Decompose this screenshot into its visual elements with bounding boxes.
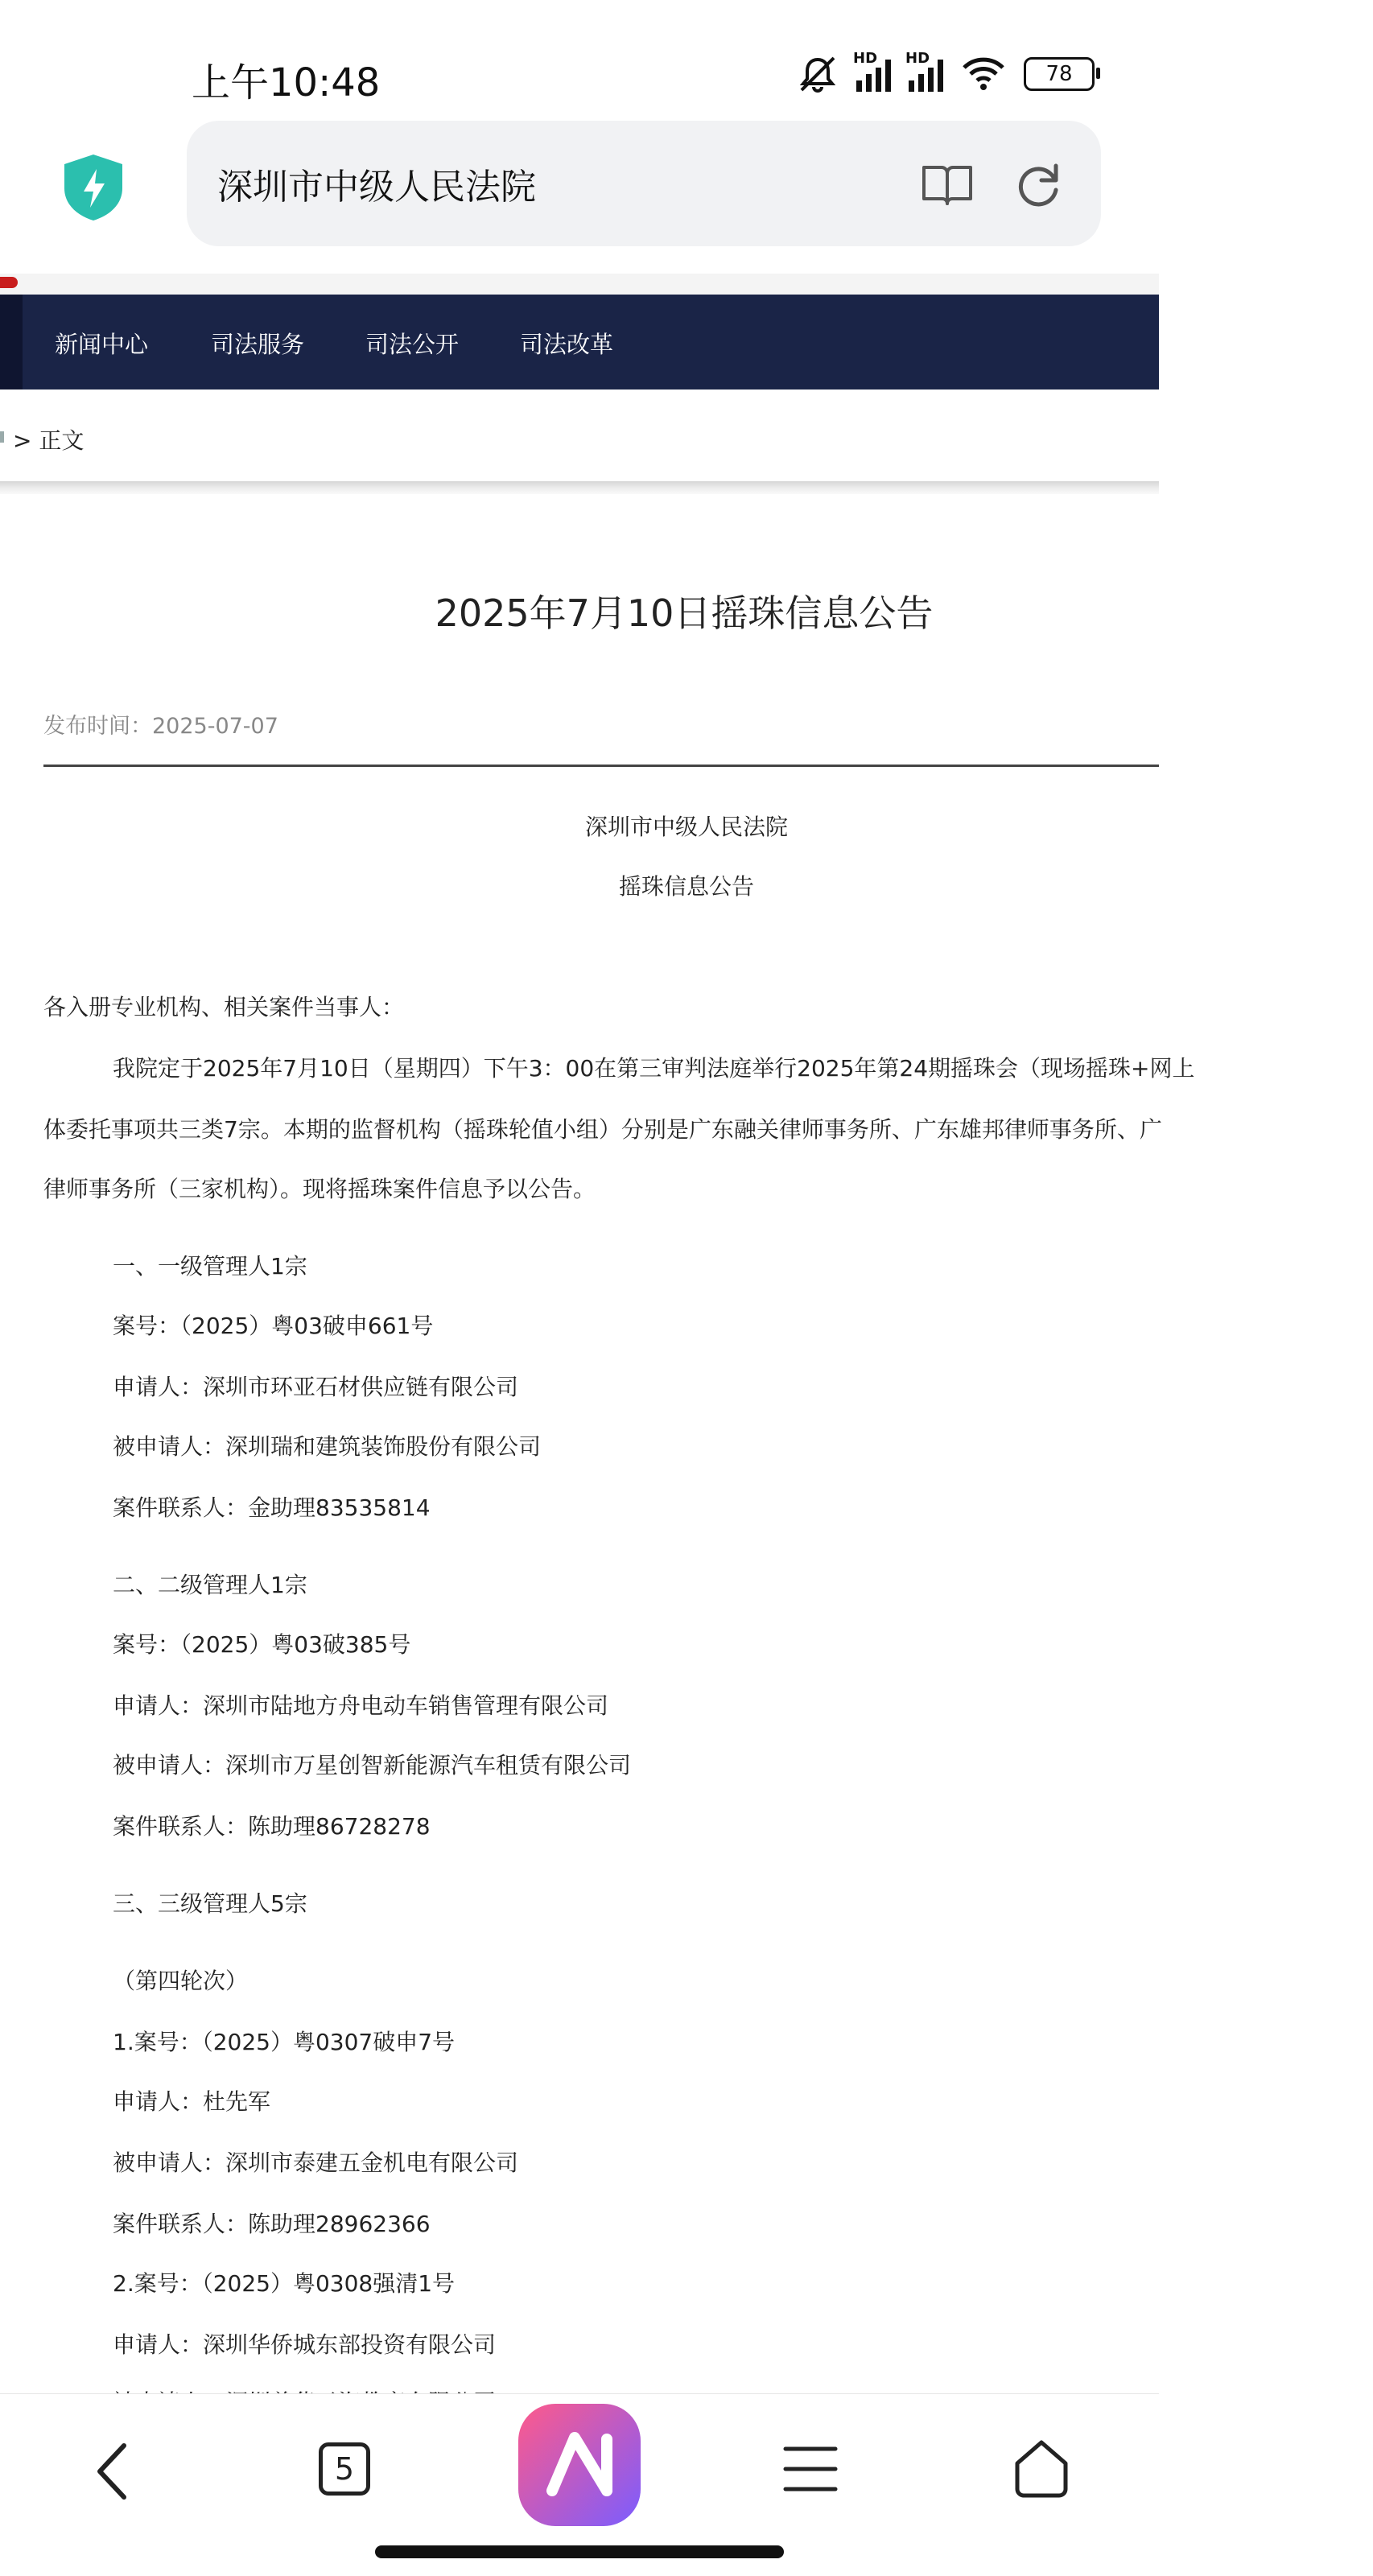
browser-toolbar <box>0 121 1159 274</box>
title-divider <box>43 765 1159 767</box>
case-line: 2.案号：（2025）粤0308强清1号 <box>113 2270 456 2297</box>
case-line: 案件联系人：陈助理86728278 <box>113 1813 431 1840</box>
case-line: 被申请人：深圳瑞和建筑装饰股份有限公司 <box>113 1433 542 1460</box>
case-line: 被申请人：深圳市万星创智新能源汽车租赁有限公司 <box>113 1752 632 1778</box>
intro-line: 体委托事项共三类7宗。本期的监督机构（摇珠轮值小组）分别是广东融关律师事务所、广东雄邦律师事务所、广 <box>43 1116 1162 1143</box>
publish-time: 发布时间：2025-07-07 <box>43 714 278 739</box>
breadcrumb-current: > 正文 <box>13 427 85 454</box>
tabs-button[interactable]: 5 <box>319 2442 370 2496</box>
case-line: 案件联系人：金助理83535814 <box>113 1494 431 1521</box>
menu-icon[interactable] <box>782 2442 839 2496</box>
wifi-icon <box>961 56 1006 92</box>
section-heading: 二、二级管理人1宗 <box>113 1572 307 1598</box>
case-line: 案号：（2025）粤03破申661号 <box>113 1313 434 1339</box>
breadcrumb <box>0 389 1159 484</box>
nav-item-judicial-openness[interactable]: 司法公开 <box>365 331 460 358</box>
shield-icon[interactable] <box>60 151 127 224</box>
case-line: 申请人：深圳华侨城东部投资有限公司 <box>113 2331 497 2358</box>
intro-line: 律师事务所（三家机构）。现将摇珠案件信息予以公告。 <box>43 1176 596 1202</box>
back-icon[interactable] <box>89 2439 138 2504</box>
signal-icon-1: HD <box>856 56 891 92</box>
article-title: 2025年7月10日摇珠信息公告 <box>435 591 934 635</box>
article <box>0 494 1195 2393</box>
home-indicator[interactable] <box>375 2545 784 2558</box>
address-title: 深圳市中级人民法院 <box>217 167 536 208</box>
site-banner-edge <box>0 274 1159 295</box>
ai-assistant-icon[interactable] <box>518 2404 641 2526</box>
battery-indicator: 78 <box>1024 57 1095 91</box>
case-line: 申请人：深圳市环亚石材供应链有限公司 <box>113 1374 519 1400</box>
mute-icon <box>797 55 839 93</box>
case-line: 案件联系人：陈助理28962366 <box>113 2211 431 2237</box>
home-icon[interactable] <box>1011 2436 1072 2500</box>
reader-mode-icon[interactable] <box>917 155 977 214</box>
site-nav <box>0 295 1159 389</box>
status-time: 上午10:48 <box>192 60 381 105</box>
address-bar[interactable] <box>187 121 1101 246</box>
case-line: 1.案号：（2025）粤0307破申7号 <box>113 2029 456 2055</box>
status-bar <box>0 0 1159 121</box>
browser-bottom-bar <box>0 2393 1159 2576</box>
section-heading: 一、一级管理人1宗 <box>113 1253 307 1280</box>
nav-item-news[interactable]: 新闻中心 <box>55 331 149 358</box>
reload-icon[interactable] <box>1008 155 1067 214</box>
case-line: 被申请人：深圳市泰建五金机电有限公司 <box>113 2149 519 2176</box>
greeting: 各入册专业机构、相关案件当事人： <box>43 994 405 1020</box>
case-line: 申请人：杜先军 <box>113 2088 271 2115</box>
section-divider <box>0 481 1159 494</box>
round-label: （第四轮次） <box>113 1968 249 1994</box>
doc-type: 摇珠信息公告 <box>618 873 754 900</box>
intro-line: 我院定于2025年7月10日（星期四）下午3：00在第三审判法庭举行2025年第24期摇珠会（现场摇珠+网上 <box>113 1055 1195 1082</box>
nav-item-judicial-reform[interactable]: 司法改革 <box>520 331 614 358</box>
status-icons <box>797 50 1095 93</box>
signal-icon-2: HD <box>909 56 943 92</box>
issuer: 深圳市中级人民法院 <box>584 814 788 840</box>
case-line: 申请人：深圳市陆地方舟电动车销售管理有限公司 <box>113 1692 609 1719</box>
section-heading: 三、三级管理人5宗 <box>113 1890 307 1917</box>
nav-item-judicial-services[interactable]: 司法服务 <box>211 331 305 358</box>
case-line: 案号：（2025）粤03破385号 <box>113 1631 411 1658</box>
